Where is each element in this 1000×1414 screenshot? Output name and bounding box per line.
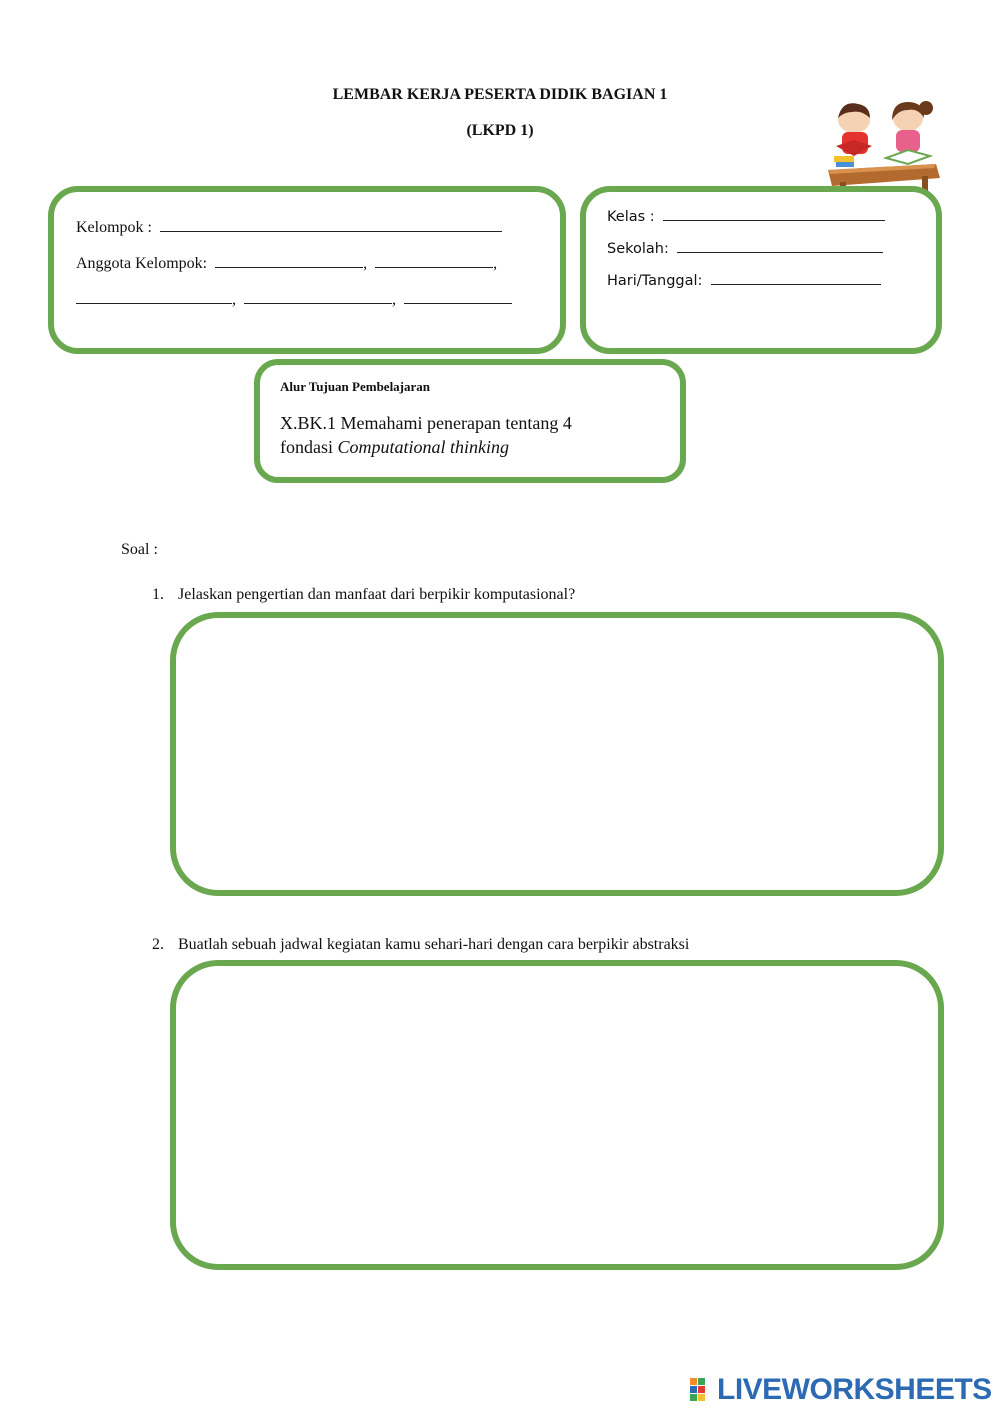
soal-label: Soal :	[121, 541, 158, 558]
hari-tanggal-input-line[interactable]	[711, 283, 881, 285]
brand-name: LIVEWORKSHEETS	[717, 1373, 992, 1406]
question-text: Jelaskan pengertian dan manfaat dari berpikir komputasional?	[178, 586, 576, 603]
sekolah-label: Sekolah:	[607, 241, 669, 257]
question-text: Buatlah sebuah jadwal kegiatan kamu sehari-hari dengan cara berpikir abstraksi	[178, 936, 690, 953]
kelompok-label: Kelompok :	[76, 219, 152, 236]
objective-line-2	[280, 435, 572, 459]
anggota-input-line-5[interactable]	[404, 302, 512, 304]
objective-text	[280, 411, 572, 459]
objective-line-1: X.BK.1 Memahami penerapan tentang 4	[280, 413, 572, 433]
sekolah-row	[607, 241, 883, 257]
answer-box-1[interactable]	[170, 612, 944, 896]
sekolah-input-line[interactable]	[677, 251, 883, 253]
anggota-row-1	[76, 255, 497, 273]
question-1	[152, 586, 575, 604]
separator: ,	[232, 291, 236, 308]
kids-reading-illustration	[822, 98, 944, 198]
hari-tanggal-label: Hari/Tanggal:	[607, 273, 703, 289]
question-number: 2.	[152, 936, 164, 953]
kelompok-row	[76, 219, 502, 237]
objective-heading: Alur Tujuan Pembelajaran	[280, 379, 431, 394]
anggota-input-line-2[interactable]	[375, 266, 493, 268]
kelompok-input-line[interactable]	[160, 230, 502, 232]
anggota-input-line-4[interactable]	[244, 302, 392, 304]
anggota-input-line-1[interactable]	[215, 266, 363, 268]
question-number: 1.	[152, 586, 164, 603]
anggota-row-2	[76, 291, 512, 309]
brand-grid-icon	[690, 1378, 714, 1402]
separator: ,	[493, 255, 498, 272]
kelas-label: Kelas :	[607, 209, 655, 225]
answer-box-2[interactable]	[170, 960, 944, 1270]
separator: ,	[363, 255, 368, 272]
hari-tanggal-row	[607, 273, 881, 289]
kelas-input-line[interactable]	[663, 219, 885, 221]
anggota-input-line-3[interactable]	[76, 302, 232, 304]
brand-logo	[690, 1372, 992, 1408]
kelas-row	[607, 209, 885, 225]
page-subtitle: (LKPD 1)	[466, 122, 534, 139]
anggota-label: Anggota Kelompok:	[76, 255, 208, 272]
objective-prefix: fondasi	[280, 437, 333, 457]
objective-italic: Computational thinking	[337, 437, 510, 457]
page-title: LEMBAR KERJA PESERTA DIDIK BAGIAN 1	[332, 86, 668, 103]
separator: ,	[392, 291, 396, 308]
question-2	[152, 936, 689, 954]
